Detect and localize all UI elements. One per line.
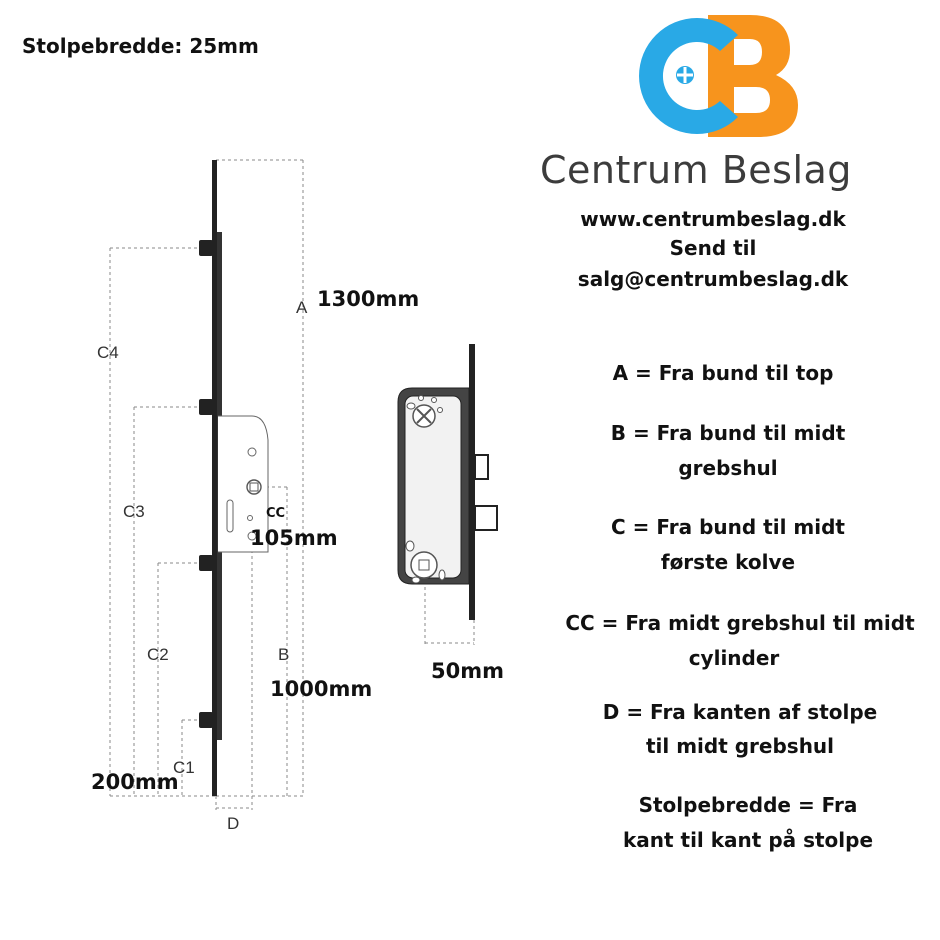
legend-c-line2: første kolve [660,550,796,574]
latch-bolt [475,455,488,479]
dimension-b-value: 1000mm [270,677,373,701]
label-c3: C3 [123,502,145,521]
legend-d-line1: D = Fra kanten af stolpe [602,700,878,724]
label-d: D [227,814,240,833]
post-width-title: Stolpebredde: 25mm [22,34,259,58]
label-c4: C4 [97,343,119,362]
legend-post-line1: Stolpebredde = Fra [638,793,858,817]
bolt-c4 [199,240,213,256]
legend-c-line1: C = Fra bund til midt [611,515,845,539]
label-c2: C2 [147,645,169,664]
legend-d-line2: til midt grebshul [645,734,835,758]
legend-b-line2: grebshul [678,456,778,480]
dimension-backset-value: 50mm [431,659,504,683]
dimension-c1-value: 200mm [91,770,179,794]
dimension-cc-value: 105mm [250,526,338,550]
label-c1: C1 [173,758,195,777]
legend-cc-line1: CC = Fra midt grebshul til midt [565,611,915,635]
legend-cc-line2: cylinder [688,646,780,670]
faceplate [212,160,217,796]
legend-b-line1: B = Fra bund til midt [610,421,846,445]
dimension-cc-label: CC [266,506,286,521]
dimension-a-value: 1300mm [317,287,420,311]
website-text: www.centrumbeslag.dk [580,207,846,231]
send-to-text: Send til [669,236,757,260]
email-text: salg@centrumbeslag.dk [577,267,849,291]
front-faceplate [469,344,475,620]
bolt-c1 [199,712,213,728]
label-a: A [296,298,308,317]
label-b: B [278,645,290,664]
bolt-c2 [199,555,213,571]
brand-name: Centrum Beslag [540,148,852,192]
legend-post-line2: kant til kant på stolpe [622,828,874,852]
legend-a: A = Fra bund til top [612,361,834,385]
bolt-c3 [199,399,213,415]
dead-bolt [475,506,497,530]
